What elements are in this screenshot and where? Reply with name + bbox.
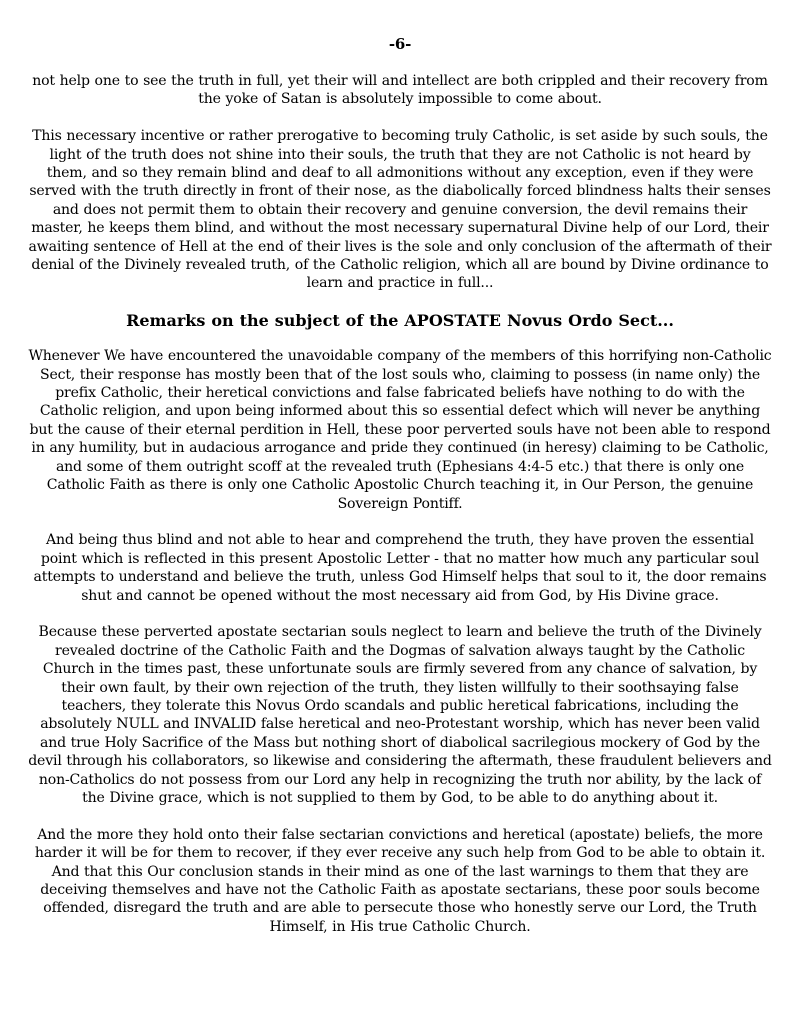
page-number: -6- — [388, 35, 412, 53]
paragraph-6: And the more they hold onto their false sectarian convictions and heretical (apostate) beliefs, the more harder it will be for them to recover, if they ever receive any such help from God to be able to obtain it. And that this Our conclusion stands in their mind as one of the last warnings to them that they are deceiving themselves and have not the Catholic Faith as apostate sectarians, these poor souls become offended, disregard the truth and are able to persecute those who honestly serve our Lord, the Truth Himself, in His true Catholic Church. — [34, 826, 766, 935]
paragraph-4: And being thus blind and not able to hear and comprehend the truth, they have proven the essential point which is reflected in this present Apostolic Letter - that no matter how much any particular soul attempts to understand and believe the truth, unless God Himself helps that soul to it, the door remains shut and cannot be opened without the most necessary aid from God, by His Divine grace. — [33, 532, 767, 604]
paragraph-3: Whenever We have encountered the unavoidable company of the members of this horrifying non-Catholic Sect, their response has mostly been that of the lost souls who, claiming to possess (in name only) the prefix Catholic, their heretical convictions and false fabricated beliefs have nothing to do with the Catholic religion, and upon being informed about this so essential defect which will never be anything but the cause of their eternal perdition in Hell, these poor perverted souls have not been able to respond in any humility, but in audacious arrogance and pride they continued (in heresy) claiming to be Catholic, and some of them outright scoff at the revealed truth (Ephesians 4:4-5 etc.) that there is only one Catholic Faith as there is only one Catholic Apostolic Church teaching it, in Our Person, the genuine Sovereign Pontiff. — [28, 348, 772, 512]
section-heading: Remarks on the subject of the APOSTATE Novus Ordo Sect... — [126, 311, 674, 331]
document-page — [28, 34, 772, 955]
paragraph-5: Because these perverted apostate sectarian souls neglect to learn and believe the truth of the Divinely revealed doctrine of the Catholic Faith and the Dogmas of salvation always taught by the Catholic Church in the times past, these unfortunate souls are firmly severed from any chance of salvation, by their own fault, by their own rejection of the truth, they listen willfully to their soothsaying false teachers, they tolerate this Novus Ordo scandals and public heretical fabrications, including the absolutely NULL and INVALID false heretical and neo-Protestant worship, which has never been valid and true Holy Sacrifice of the Mass but nothing short of diabolical sacrilegious mockery of God by the devil through his collaborators, so likewise and considering the aftermath, these fraudulent believers and non-Catholics do not possess from our Lord any help in recognizing the truth nor ability, by the lack of the Divine grace, which is not supplied to them by God, to be able to do anything about it. — [28, 624, 772, 806]
paragraph-2: This necessary incentive or rather prerogative to becoming truly Catholic, is set aside by such souls, the light of the truth does not shine into their souls, the truth that they are not Catholic is not heard by them, and so they remain blind and deaf to all admonitions without any exception, even if they were served with the truth directly in front of their nose, as the diabolically forced blindness halts their senses and does not permit them to obtain their recovery and genuine conversion, the devil remains their master, he keeps them blind, and without the most necessary supernatural Divine help of our Lord, their awaiting sentence of Hell at the end of their lives is the sole and only conclusion of the aftermath of their denial of the Divinely revealed truth, of the Catholic religion, which all are bound by Divine ordinance to learn and practice in full... — [28, 128, 772, 292]
paragraph-1: not help one to see the truth in full, yet their will and intellect are both crippled and their recovery from the yoke of Satan is absolutely impossible to come about. — [32, 73, 768, 108]
